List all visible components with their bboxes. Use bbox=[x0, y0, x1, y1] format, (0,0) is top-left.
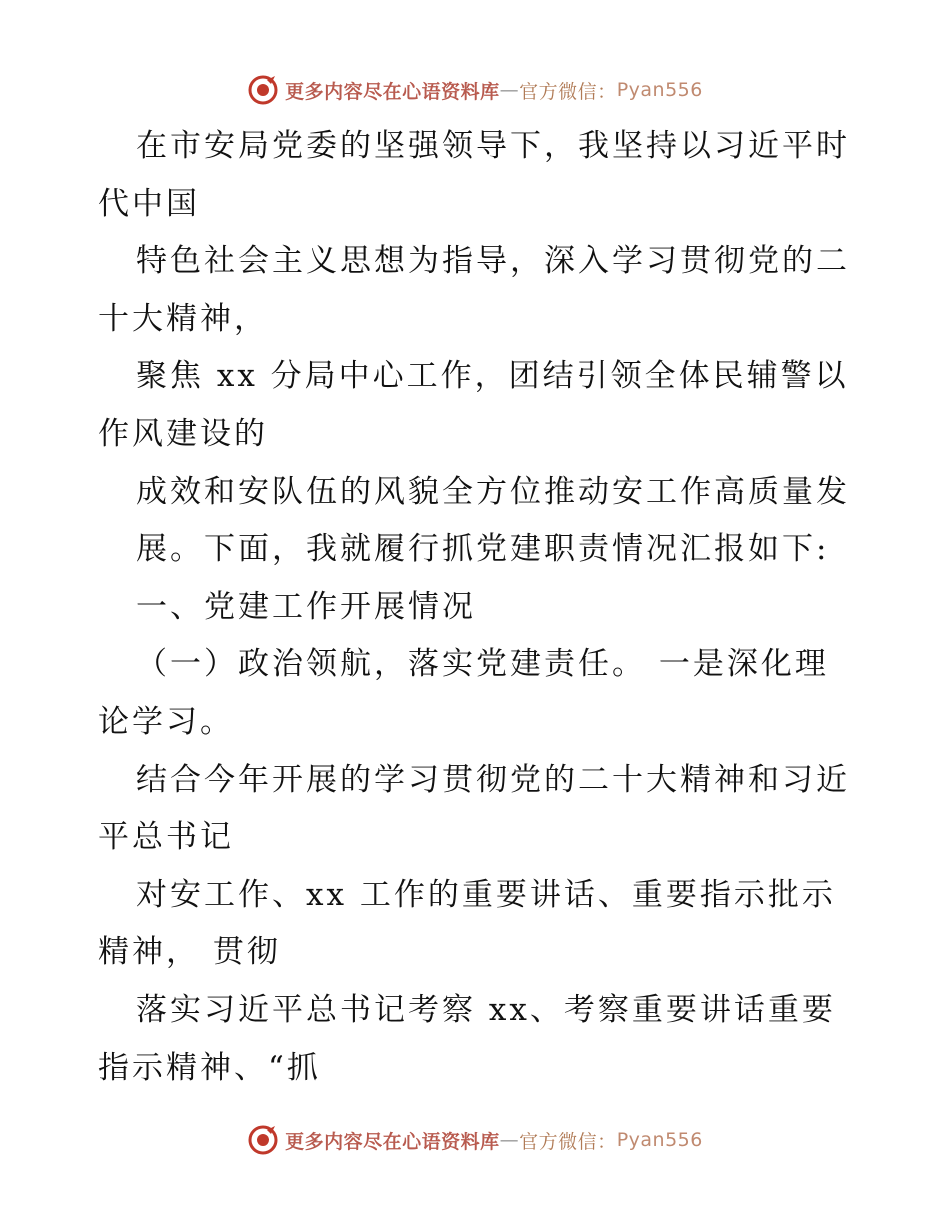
text-line: 展。下面，我就履行抓党建职责情况汇报如下: bbox=[136, 531, 830, 568]
banner-official-text: 官方微信： bbox=[519, 80, 617, 103]
text-line: 成效和安队伍的风貌全方位推动安工作高质量发 bbox=[136, 473, 850, 510]
text-line: 论学习。 bbox=[98, 703, 234, 740]
banner-wechat-handle: Pyan556 bbox=[616, 79, 703, 101]
text-line: 特色社会主义思想为指导，深入学习贯彻党的二 bbox=[136, 243, 850, 280]
text-line: 平总书记 bbox=[98, 819, 234, 856]
banner-dash: — bbox=[499, 79, 520, 101]
text-line: 作风建设的 bbox=[98, 415, 268, 452]
text-line: 结合今年开展的学习贯彻党的二十大精神和习近 bbox=[136, 761, 850, 798]
text-line: 对安工作、xx 工作的重要讲话、重要指示批示 bbox=[136, 876, 836, 913]
pen-logo-icon bbox=[247, 1124, 279, 1156]
text-line: 在市安局党委的坚强领导下，我坚持以习近平时 bbox=[136, 128, 850, 164]
text-line: （一）政治领航，落实党建责任。 一是深化理 bbox=[136, 646, 829, 683]
banner-official-text: 官方微信： bbox=[519, 1130, 617, 1153]
pen-logo-icon bbox=[247, 74, 279, 106]
text-line: 指示精神、“抓 bbox=[98, 1049, 321, 1086]
banner-main-text: 更多内容尽在心语资料库 bbox=[285, 1130, 500, 1153]
banner-dash: — bbox=[499, 1129, 520, 1151]
text-line: 十大精神， bbox=[98, 300, 268, 337]
text-line: 落实习近平总书记考察 xx、考察重要讲话重要 bbox=[136, 991, 836, 1028]
text-line: 代中国 bbox=[98, 185, 200, 222]
section-heading: 一、党建工作开展情况 bbox=[136, 588, 476, 625]
text-line: 聚焦 xx 分局中心工作，团结引领全体民辅警以 bbox=[136, 358, 849, 395]
banner-wechat-handle: Pyan556 bbox=[616, 1129, 703, 1151]
banner-main-text: 更多内容尽在心语资料库 bbox=[285, 80, 500, 103]
header-watermark-banner bbox=[0, 70, 950, 110]
text-line: 精神， 贯彻 bbox=[98, 934, 281, 971]
footer-watermark-banner bbox=[0, 1120, 950, 1160]
body-text bbox=[98, 118, 858, 1097]
